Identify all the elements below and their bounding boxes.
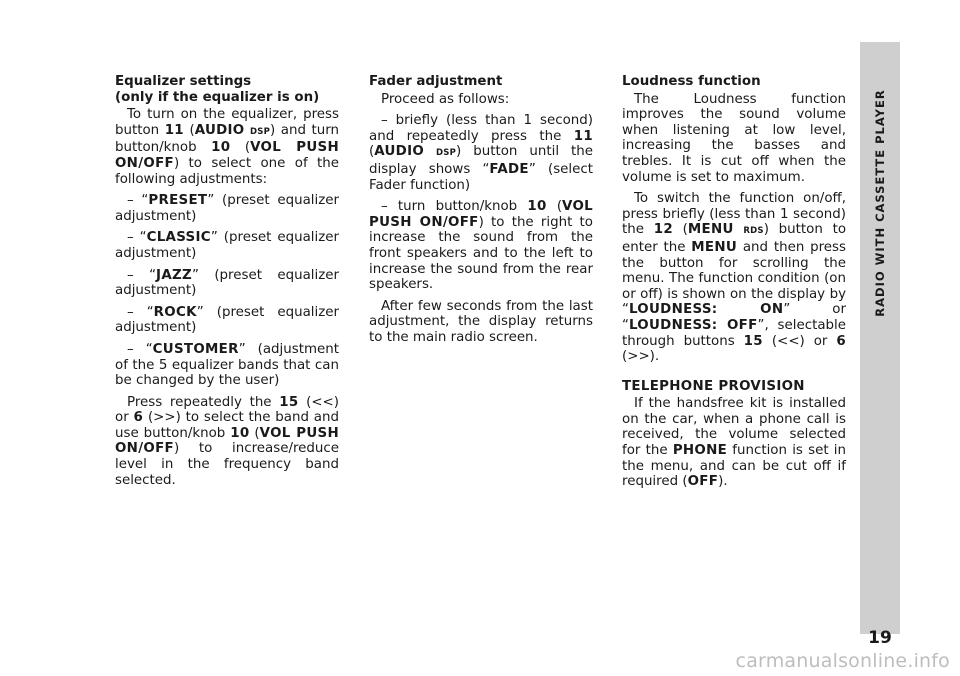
text: ( xyxy=(230,140,251,156)
button-name: VOL PUSH ON/OFF xyxy=(115,425,339,457)
text: To turn on the equalizer, press button xyxy=(115,107,339,138)
button-number: 11 xyxy=(164,122,184,138)
option-description: ” (preset equalizer adjustment) xyxy=(115,304,340,336)
function-value: OFF xyxy=(687,474,719,490)
option-name: CUSTOMER xyxy=(152,341,239,357)
text: – turn button/knob xyxy=(381,199,528,215)
option-description: ” (preset equalizer adjustment) xyxy=(115,267,340,299)
text: ) button until the display shows “ xyxy=(369,144,593,177)
text: ) to increase/reduce level in the frequency band selected. xyxy=(115,441,339,488)
display-text: LOUDNESS: ON xyxy=(628,302,784,318)
column-loudness xyxy=(622,74,846,496)
equalizer-option-preset xyxy=(115,193,339,224)
column-equalizer xyxy=(115,74,339,494)
equalizer-option-jazz xyxy=(115,268,339,299)
button-name: VOL PUSH ON/OFF xyxy=(115,140,339,171)
text: ( xyxy=(546,199,563,215)
text: ) to the right to increase the sound from the front speakers and to the left to increase the sound from the rear speakers. xyxy=(369,214,593,293)
equalizer-option-classic xyxy=(115,230,339,261)
loudness-p2 xyxy=(622,191,846,365)
button-number: 12 xyxy=(653,222,673,238)
telephone-p1 xyxy=(622,396,846,490)
text: (<<) or xyxy=(115,394,339,426)
button-subscript: DSP xyxy=(250,126,271,137)
button-number: 15 xyxy=(279,394,299,410)
display-text: FADE xyxy=(489,161,529,177)
button-subscript: RDS xyxy=(743,226,764,237)
text: ( xyxy=(183,122,195,138)
text: ) button to enter the xyxy=(622,222,847,255)
button-number: 10 xyxy=(527,199,547,215)
chapter-sidebar xyxy=(860,42,900,648)
option-description: ” (preset equalizer adjustment) xyxy=(115,193,340,224)
option-name: ROCK xyxy=(153,304,197,320)
text: ( xyxy=(369,144,375,160)
option-name: CLASSIC xyxy=(146,230,211,246)
text: ” or “ xyxy=(622,302,846,333)
equalizer-outro xyxy=(115,395,339,489)
option-name: PRESET xyxy=(148,193,208,209)
fader-p4: After few seconds from the last adjustment, the display returns to the main radio screen. xyxy=(369,298,593,345)
button-subscript: DSP xyxy=(436,148,457,159)
watermark: carmanualsonline.info xyxy=(735,650,950,672)
equalizer-option-rock xyxy=(115,305,339,336)
button-number: 6 xyxy=(836,333,846,349)
equalizer-intro xyxy=(115,107,339,187)
function-name: PHONE xyxy=(672,443,728,459)
section-heading-fader: Fader adjustment xyxy=(369,74,503,89)
equalizer-option-customer xyxy=(115,342,339,389)
button-number: 6 xyxy=(133,410,144,426)
option-description: ” (adjustment of the 5 equalizer bands that can be changed by the user) xyxy=(115,341,340,389)
page-number: 19 xyxy=(868,628,892,648)
fader-p1: Proceed as follows: xyxy=(381,91,510,107)
fader-p2 xyxy=(369,113,593,193)
menu-name: MENU xyxy=(691,239,738,255)
text: – “ xyxy=(127,230,147,246)
text: Press repeatedly the xyxy=(127,394,280,410)
heading-line-2: (only if the equalizer is on) xyxy=(115,89,320,105)
button-number: 10 xyxy=(230,425,250,441)
text: ). xyxy=(718,474,728,490)
text: ) and turn button/knob xyxy=(115,122,339,156)
section-heading-equalizer xyxy=(115,74,339,105)
section-heading-loudness: Loudness function xyxy=(622,74,761,89)
button-number: 10 xyxy=(211,140,231,156)
button-number: 11 xyxy=(573,128,593,144)
button-name: VOL PUSH ON/OFF xyxy=(369,199,593,230)
text: To switch the function on/off, press briefly (less than 1 second) the xyxy=(622,191,846,238)
text: (>>). xyxy=(622,349,660,365)
column-fader xyxy=(369,74,593,352)
fader-p3 xyxy=(369,199,593,293)
display-text: LOUDNESS: OFF xyxy=(628,317,758,333)
text: (<<) or xyxy=(762,333,837,349)
option-name: JAZZ xyxy=(156,267,192,283)
text: ( xyxy=(249,425,260,441)
text: – briefly (less than 1 second) and repeatedly press the xyxy=(369,113,593,144)
text: ”, selectable through buttons xyxy=(622,317,846,349)
button-name: AUDIO xyxy=(374,144,425,160)
text: If the handsfree kit is installed on the car, when a phone call is received, the volume selected for the xyxy=(622,396,846,459)
text: ” (select Fader function) xyxy=(369,161,593,193)
button-name: AUDIO xyxy=(194,122,245,138)
chapter-title: RADIO WITH CASSETTE PLAYER xyxy=(873,89,887,317)
text: function is set in the menu, and can be cut off if required ( xyxy=(622,443,846,490)
button-number: 15 xyxy=(743,333,763,349)
text: ( xyxy=(672,222,688,238)
text: – “ xyxy=(127,193,149,209)
loudness-p1: The Loudness function improves the sound volume when listening at low level, increasing the basses and trebles. It is cut off when the volume is set to maximum. xyxy=(622,91,846,185)
option-description: ” (preset equalizer adjustment) xyxy=(115,230,340,261)
heading-line-1: Equalizer settings xyxy=(115,74,252,89)
text: (>>) to select the band and use button/knob xyxy=(115,410,339,441)
text: – “ xyxy=(127,267,157,283)
text: – “ xyxy=(127,341,153,357)
text: ) to select one of the following adjustments: xyxy=(115,155,339,187)
section-heading-telephone: TELEPHONE PROVISION xyxy=(622,378,805,394)
text: and then press the button for scrolling the menu. The function condition (on or off) is shown on the display by “ xyxy=(622,239,847,318)
text: – “ xyxy=(127,304,154,320)
button-name: MENU xyxy=(687,222,734,238)
